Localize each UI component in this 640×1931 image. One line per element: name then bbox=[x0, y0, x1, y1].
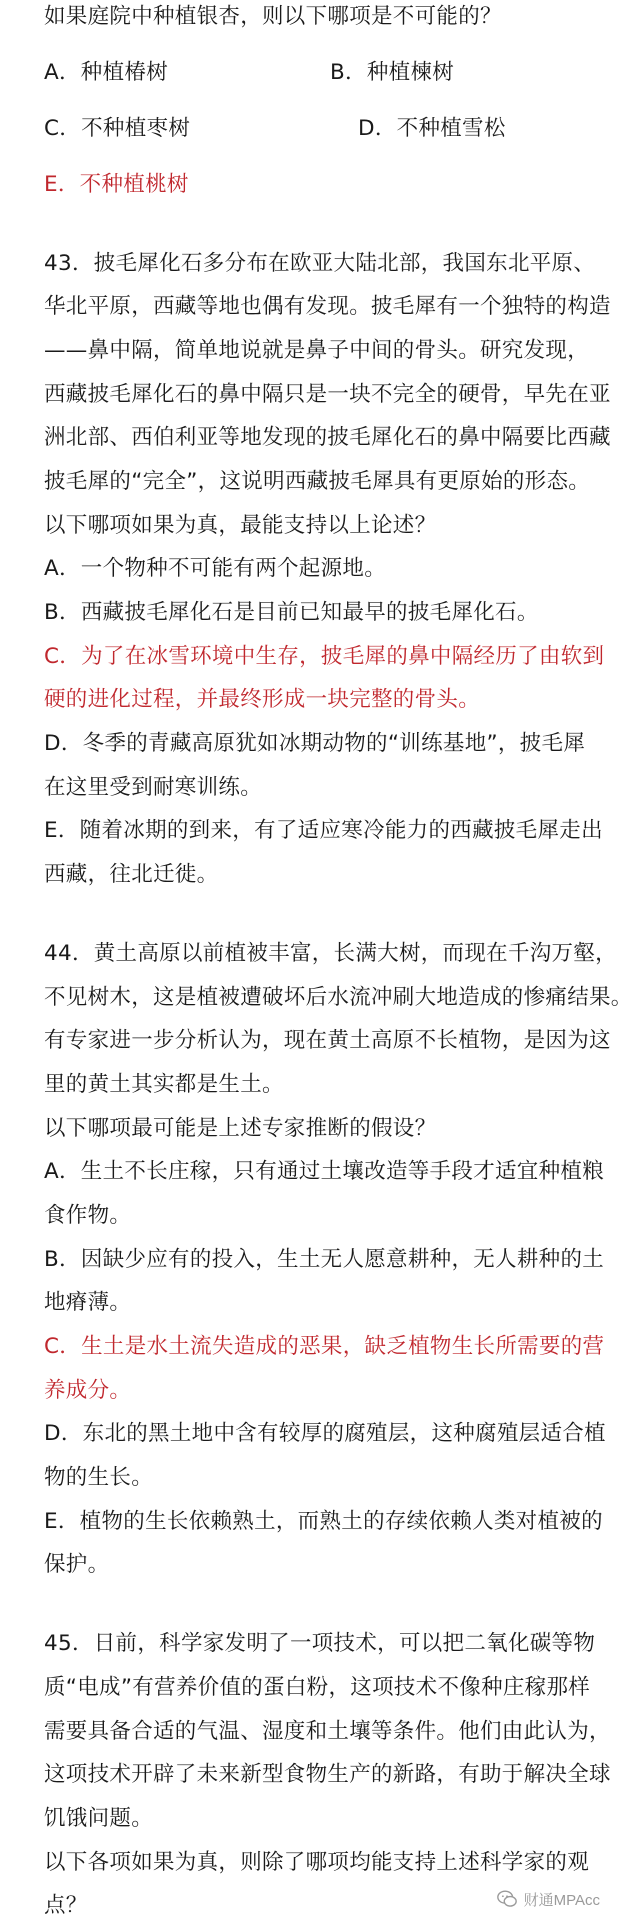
q42-stem: 如果庭院中种植银杏，则以下哪项是不可能的？ bbox=[44, 4, 502, 29]
q44-stem-line: 里的黄土其实都是生土。 bbox=[44, 1072, 284, 1097]
q44-question: 以下哪项最可能是上述专家推断的假设？ bbox=[44, 1116, 437, 1141]
q43-stem-line: 华北平原，西藏等地也偶有发现。披毛犀有一个独特的构造 bbox=[44, 294, 611, 319]
watermark-text: 财通MPAcc bbox=[523, 1891, 600, 1909]
q43-option-a: A．一个物种不可能有两个起源地。 bbox=[44, 556, 387, 581]
q43-option-c-answer: 硬的进化过程，并最终形成一块完整的骨头。 bbox=[44, 687, 481, 712]
q42-option-a: A．种植椿树 bbox=[44, 60, 169, 85]
q45-stem-line: 需要具备合适的气温、湿度和土壤等条件。他们由此认为， bbox=[44, 1719, 611, 1744]
q44-option-d: D．东北的黑土地中含有较厚的腐殖层，这种腐殖层适合植 bbox=[44, 1421, 606, 1446]
q44-option-c-answer: C．生土是水土流失造成的恶果，缺乏植物生长所需要的营 bbox=[44, 1334, 605, 1359]
q42-option-e-answer: E．不种植桃树 bbox=[44, 172, 189, 197]
q45-question: 点？ bbox=[44, 1893, 88, 1918]
q43-option-e: 西藏，往北迁徙。 bbox=[44, 862, 219, 887]
q45-stem-line: 饥饿问题。 bbox=[44, 1806, 154, 1831]
q45-stem-line: 这项技术开辟了未来新型食物生产的新路，有助于解决全球 bbox=[44, 1762, 611, 1787]
wechat-icon bbox=[496, 1888, 518, 1910]
q42-option-b: B．种植楝树 bbox=[330, 60, 455, 85]
q43-stem-line: 43．披毛犀化石多分布在欧亚大陆北部，我国东北平原、 bbox=[44, 251, 596, 276]
q43-stem-line: 洲北部、西伯利亚等地发现的披毛犀化石的鼻中隔要比西藏 bbox=[44, 425, 611, 450]
q45-question: 以下各项如果为真，则除了哪项均能支持上述科学家的观 bbox=[44, 1850, 590, 1875]
q43-option-d: 在这里受到耐寒训练。 bbox=[44, 775, 263, 800]
q43-option-e: E．随着冰期的到来，有了适应寒冷能力的西藏披毛犀走出 bbox=[44, 818, 603, 843]
q44-stem-line: 44．黄土高原以前植被丰富，长满大树，而现在千沟万壑， bbox=[44, 941, 617, 966]
q44-option-b: 地瘠薄。 bbox=[44, 1290, 132, 1315]
q43-stem-line: ——鼻中隔，简单地说就是鼻子中间的骨头。研究发现， bbox=[44, 338, 590, 363]
q43-option-d: D．冬季的青藏高原犹如冰期动物的“训练基地”，披毛犀 bbox=[44, 731, 586, 756]
q45-stem-line: 质“电成”有营养价值的蛋白粉，这项技术不像种庄稼那样 bbox=[44, 1675, 591, 1700]
q44-option-b: B．因缺少应有的投入，生土无人愿意耕种，无人耕种的土 bbox=[44, 1247, 605, 1272]
q43-option-c-answer: C．为了在冰雪环境中生存，披毛犀的鼻中隔经历了由软到 bbox=[44, 644, 605, 669]
q44-option-a: 食作物。 bbox=[44, 1203, 132, 1228]
q43-stem-line: 披毛犀的“完全”，这说明西藏披毛犀具有更原始的形态。 bbox=[44, 469, 591, 494]
q44-option-e: E．植物的生长依赖熟土，而熟土的存续依赖人类对植被的 bbox=[44, 1509, 603, 1534]
q44-stem-line: 不见树木，这是植被遭破坏后水流冲刷大地造成的惨痛结果。 bbox=[44, 985, 633, 1010]
q43-option-b: B．西藏披毛犀化石是目前已知最早的披毛犀化石。 bbox=[44, 600, 539, 625]
q44-option-c-answer: 养成分。 bbox=[44, 1378, 132, 1403]
q44-option-e: 保护。 bbox=[44, 1552, 110, 1577]
q45-stem-line: 45．日前，科学家发明了一项技术，可以把二氧化碳等物 bbox=[44, 1631, 596, 1656]
q44-stem-line: 有专家进一步分析认为，现在黄土高原不长植物，是因为这 bbox=[44, 1028, 611, 1053]
watermark bbox=[496, 1888, 600, 1910]
q44-option-d: 物的生长。 bbox=[44, 1465, 154, 1490]
q43-question: 以下哪项如果为真，最能支持以上论述？ bbox=[44, 513, 437, 538]
q43-stem-line: 西藏披毛犀化石的鼻中隔只是一块不完全的硬骨，早先在亚 bbox=[44, 382, 611, 407]
q42-option-c: C．不种植枣树 bbox=[44, 116, 191, 141]
q42-option-d: D．不种植雪松 bbox=[358, 116, 506, 141]
q44-option-a: A．生土不长庄稼，只有通过土壤改造等手段才适宜种植粮 bbox=[44, 1159, 605, 1184]
